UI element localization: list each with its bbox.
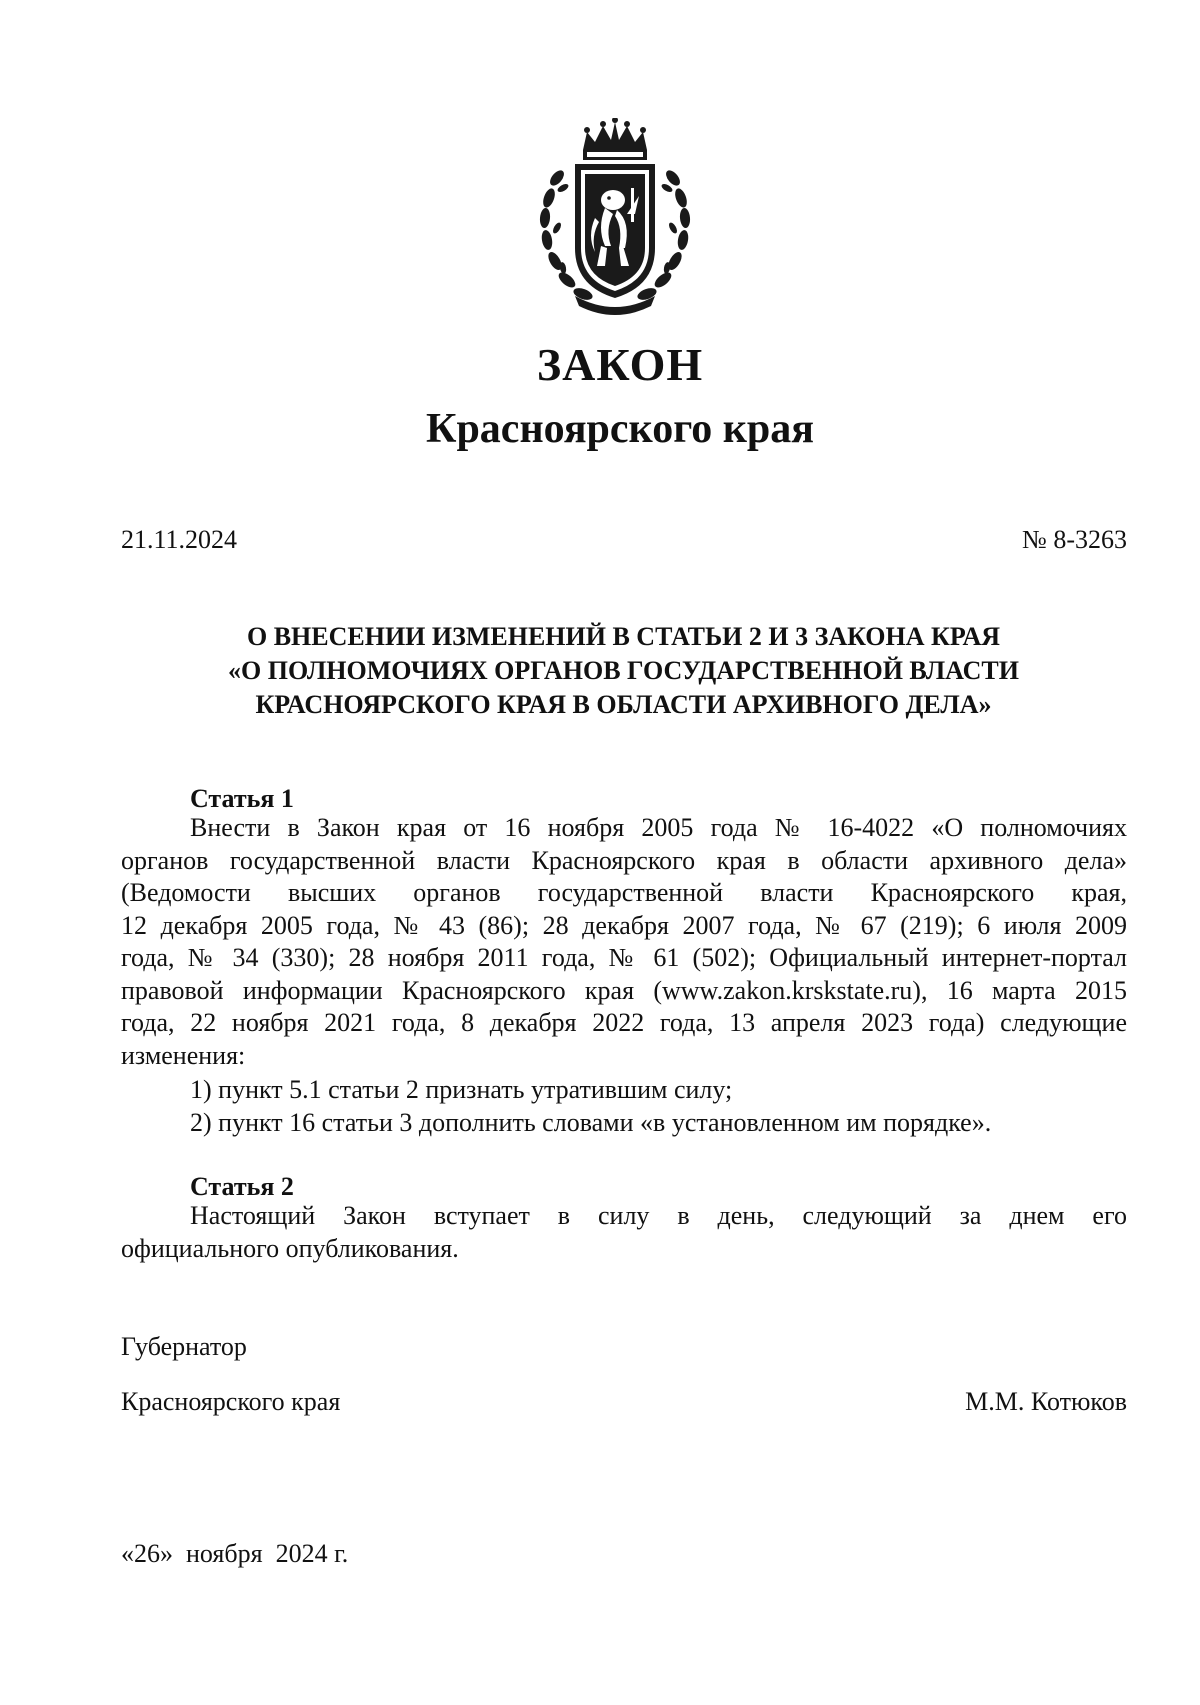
document-region: Красноярского края (425, 406, 815, 452)
list-item: 1) пункт 5.1 статьи 2 признать утратившим силу; (190, 1075, 733, 1104)
document-date: 21.11.2024 (121, 525, 238, 554)
body-line: органов государственной власти Красноярского края в области архивного дела» (121, 845, 1127, 875)
signatory-title: Губернатор (121, 1332, 247, 1361)
list-item: 2) пункт 16 статьи 3 дополнить словами «в установленном им порядке». (190, 1108, 992, 1137)
body-line: (Ведомости высших органов государственной власти Красноярского края, (121, 878, 1127, 907)
signature-date: «26» ноября 2024 г. (121, 1539, 349, 1568)
document-heading (120, 620, 1127, 722)
signatory-region: Красноярского края (121, 1387, 341, 1416)
article-2-title: Статья 2 (190, 1172, 294, 1201)
body-line: правовой информации Красноярского края (www.zakon.krskstate.ru), 16 марта 2015 (121, 975, 1127, 1005)
heading-line: «О ПОЛНОМОЧИЯХ ОРГАНОВ ГОСУДАРСТВЕННОЙ ВЛАСТИ (228, 656, 1019, 685)
body-line: Настоящий Закон вступает в силу в день, следующий за днем его (190, 1201, 1127, 1230)
body-line: изменения: (121, 1040, 246, 1070)
body-line: года, № 34 (330); 28 ноября 2011 года, № 61 (502); Официальный интернет-портал (121, 943, 1127, 972)
article-1-title: Статья 1 (190, 784, 294, 813)
body-line: года, 22 ноября 2021 года, 8 декабря 2022 года, 13 апреля 2023 года) следующие (121, 1008, 1127, 1037)
body-line: Внести в Закон края от 16 ноября 2005 года № 16-4022 «О полномочиях (190, 813, 1127, 842)
heading-line: О ВНЕСЕНИИ ИЗМЕНЕНИЙ В СТАТЬИ 2 И 3 ЗАКОНА КРАЯ (246, 622, 1000, 651)
article-2-body (121, 1200, 1127, 1265)
heading-line: КРАСНОЯРСКОГО КРАЯ В ОБЛАСТИ АРХИВНОГО ДЕЛА» (255, 690, 992, 719)
document-number: № 8-3263 (1022, 525, 1127, 554)
article-1-body (121, 812, 1127, 1072)
signatory-name: М.М. Котюков (965, 1387, 1127, 1416)
document-type: ЗАКОН (536, 339, 704, 390)
body-line: 12 декабря 2005 года, № 43 (86); 28 декабря 2007 года, № 67 (219); 6 июля 2009 (121, 910, 1127, 940)
krasnoyarsk-coat-of-arms-icon (535, 118, 695, 318)
body-line: официального опубликования. (121, 1233, 459, 1263)
